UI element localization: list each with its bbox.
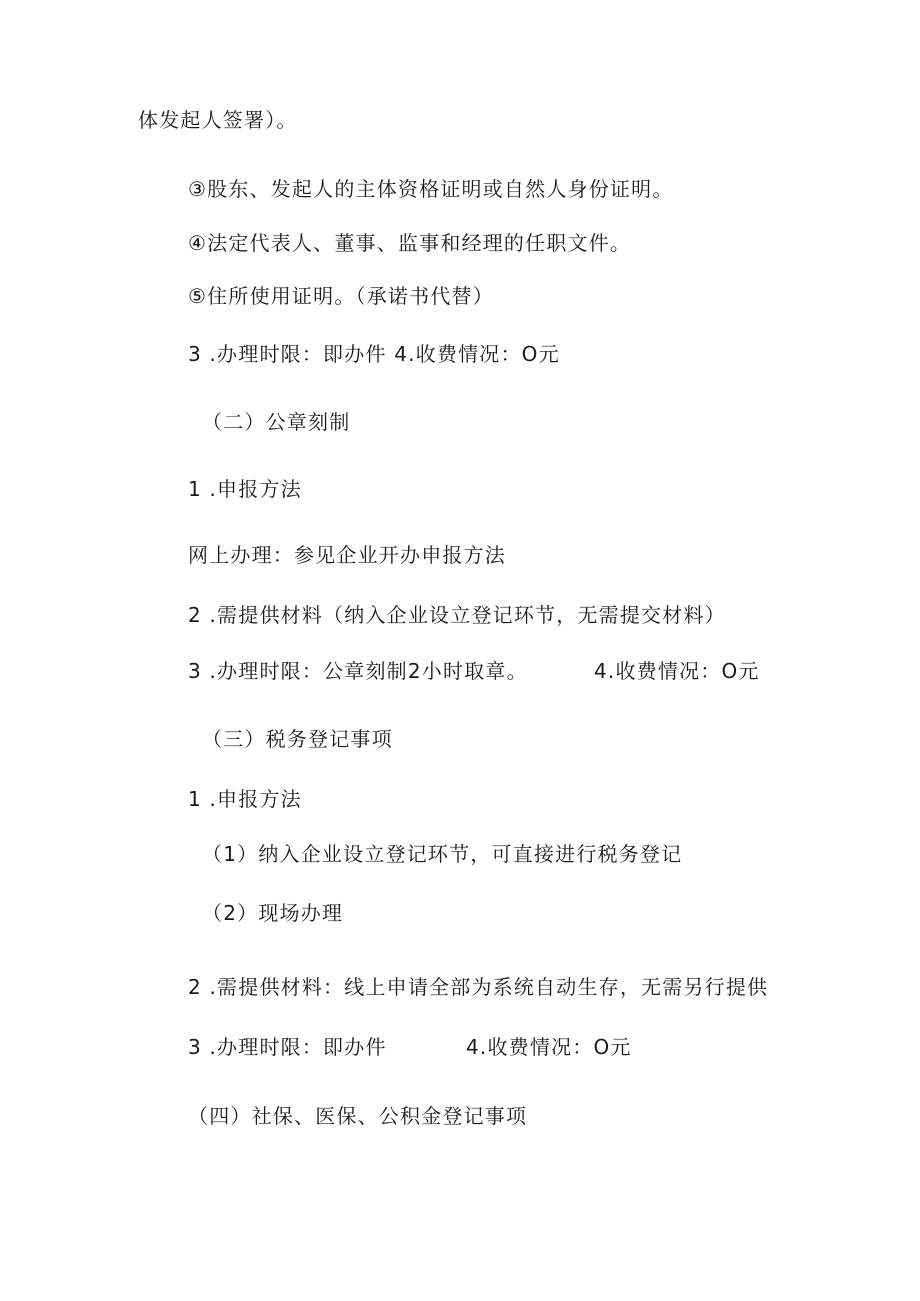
text-line-continuation: 体发起人签署）。 (138, 108, 298, 132)
online-processing-note: 网上办理：参见企业开办申报方法 (188, 543, 506, 567)
section-heading-seal-engraving: （二）公章刻制 (202, 410, 351, 434)
section-heading-social-insurance: （四）社保、医保、公积金登记事项 (188, 1104, 528, 1128)
list-item-5-residence-proof: ⑤住所使用证明。（承诺书代替） (188, 284, 494, 308)
list-item-3-shareholder-proof: ③股东、发起人的主体资格证明或自然人身份证明。 (188, 177, 674, 201)
processing-time-seal: 3 .办理时限：公章刻制2小时取章。 (188, 659, 528, 683)
tax-method-item-2: （2）现场办理 (202, 901, 344, 925)
section-heading-tax-registration: （三）税务登记事项 (202, 727, 393, 751)
required-materials-seal: 2 .需提供材料（纳入企业设立登记环节，无需提交材料） (188, 603, 726, 627)
subheading-application-method-2: 1 .申报方法 (188, 787, 302, 811)
list-item-4-appointment-docs: ④法定代表人、董事、监事和经理的任职文件。 (188, 231, 632, 255)
required-materials-tax: 2 .需提供材料：线上申请全部为系统自动生存，无需另行提供 (188, 975, 769, 999)
processing-time-tax: 3 .办理时限：即办件 (188, 1035, 387, 1059)
fee-tax: 4.收费情况：O元 (466, 1035, 632, 1059)
fee-seal: 4.收费情况：O元 (594, 659, 760, 683)
tax-method-item-1: （1）纳入企业设立登记环节，可直接进行税务登记 (202, 842, 683, 866)
subheading-application-method-1: 1 .申报方法 (188, 477, 302, 501)
processing-time-and-fee-1: 3 .办理时限：即办件 4.收费情况：O元 (188, 342, 560, 366)
